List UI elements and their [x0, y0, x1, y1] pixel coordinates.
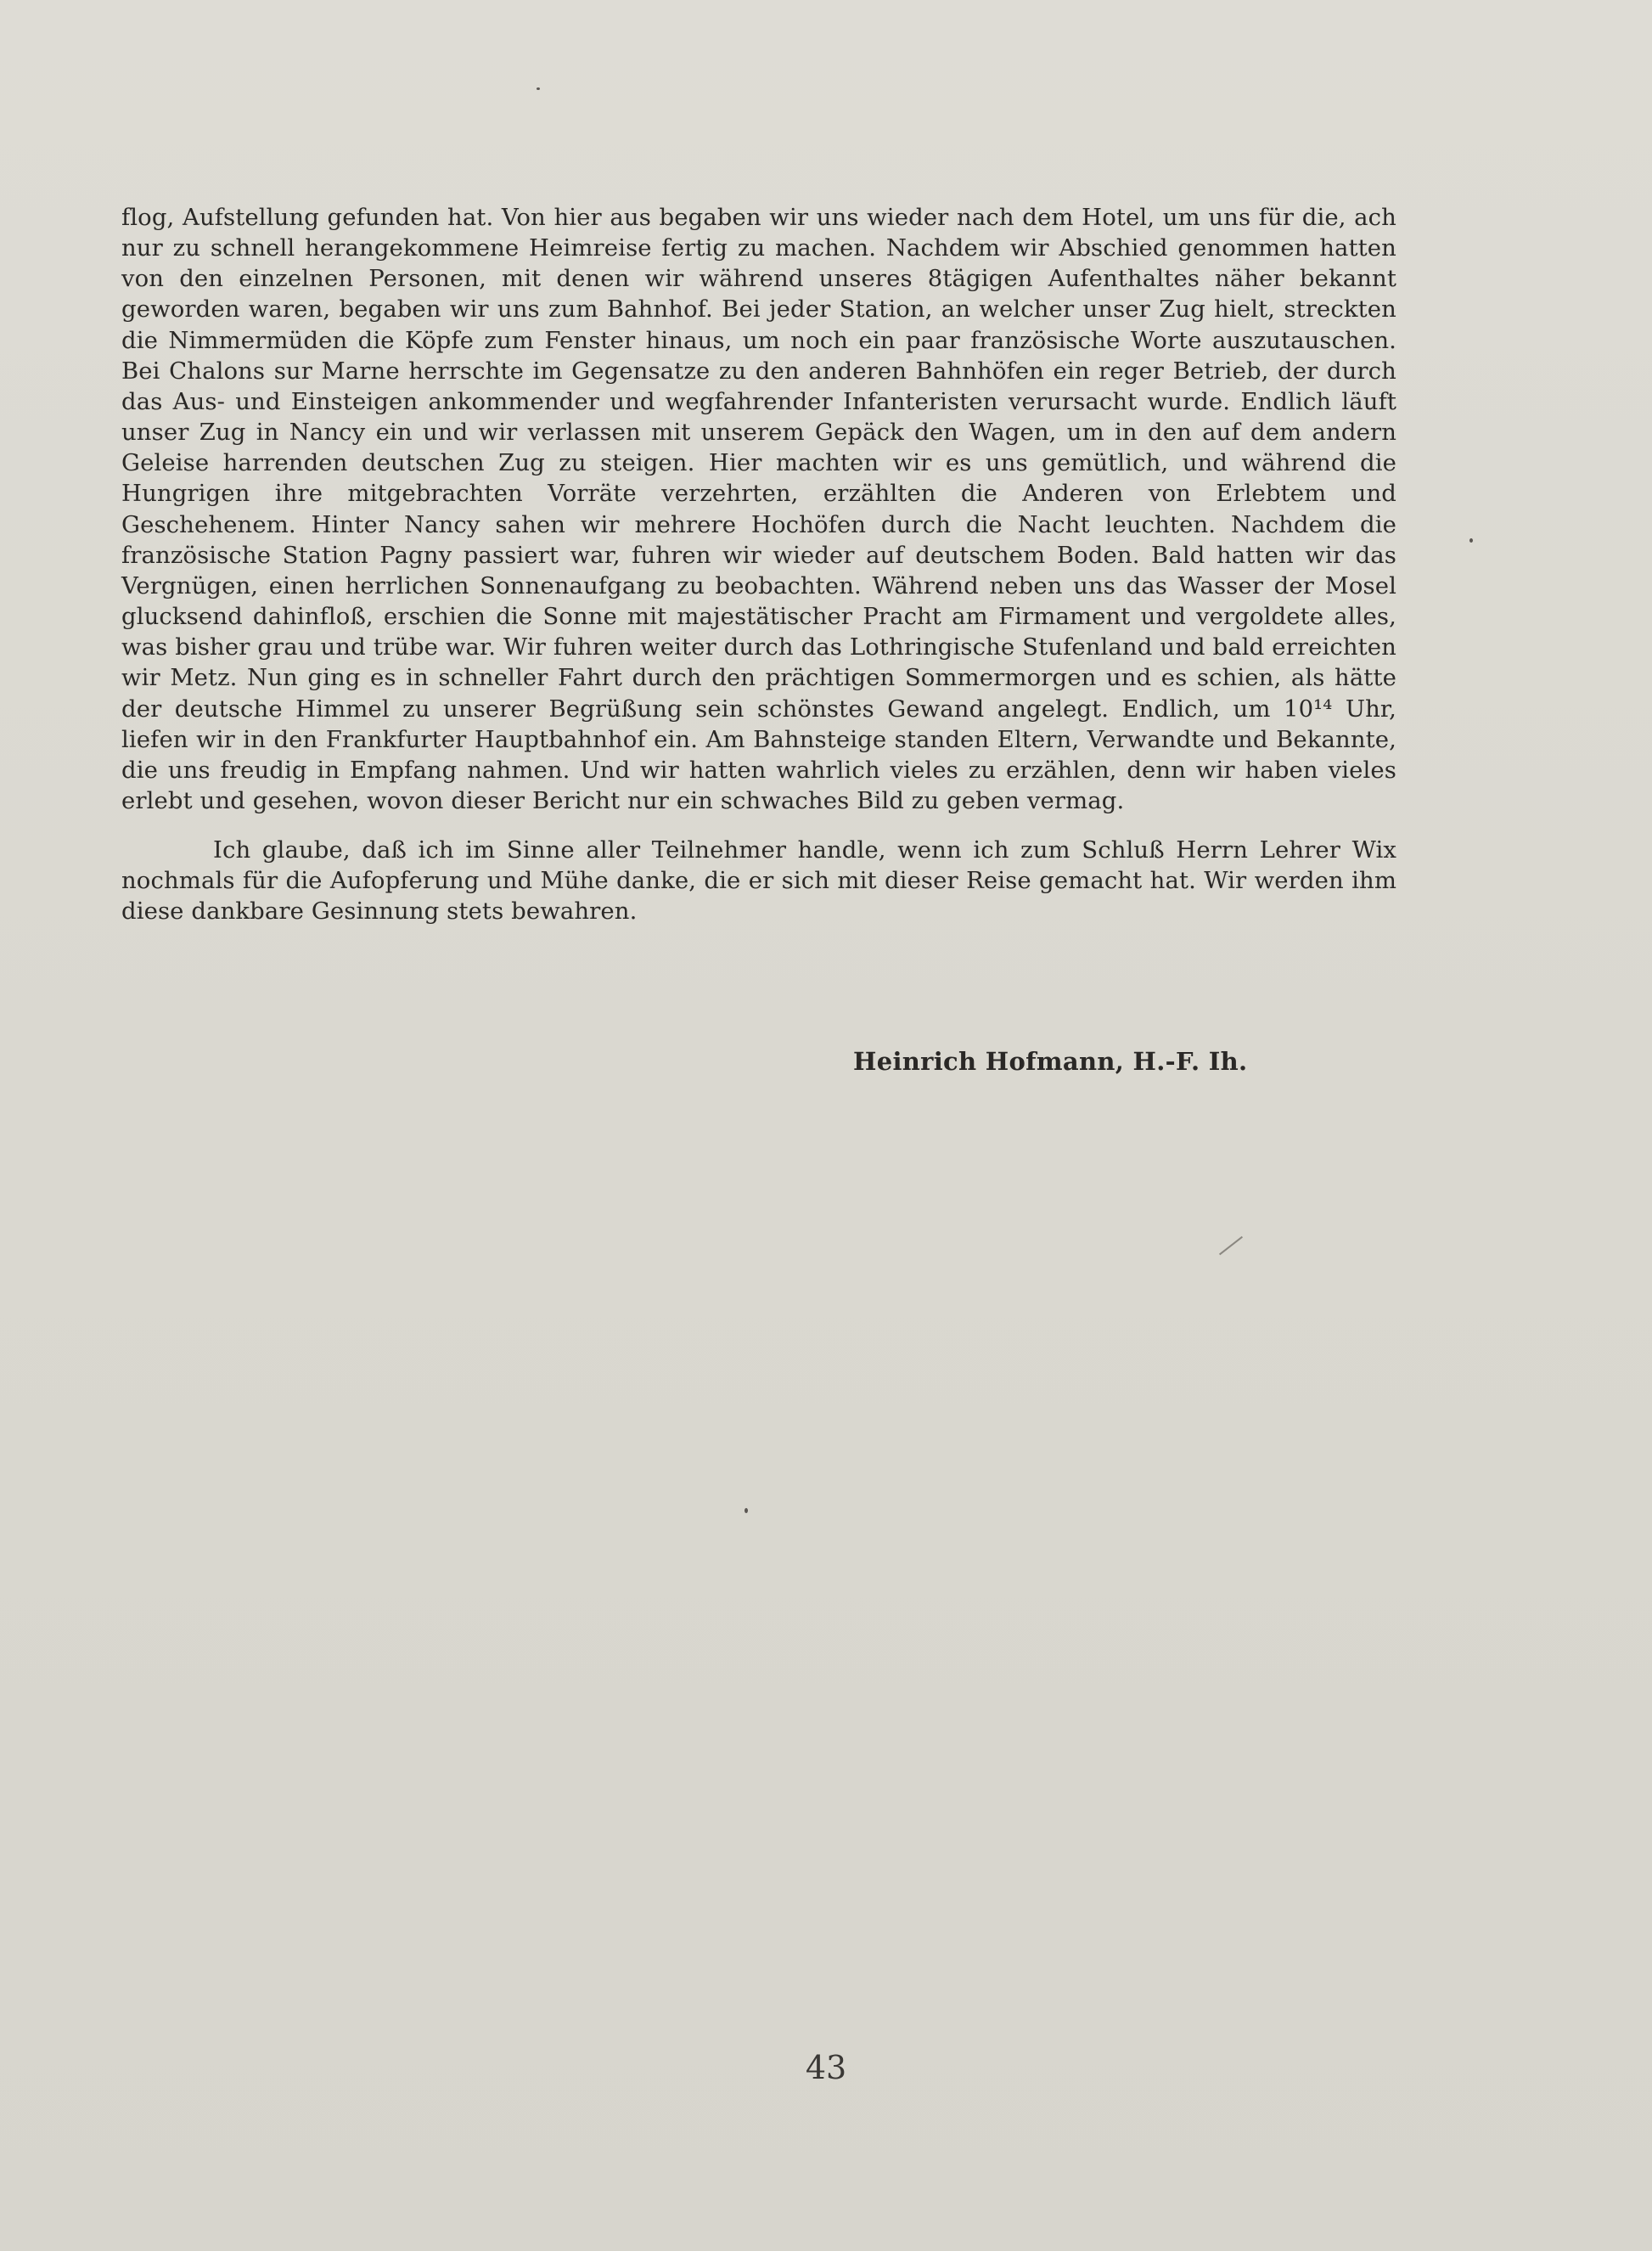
page-number: 43	[805, 2049, 847, 2086]
paragraph-closing-thanks: Ich glaube, daß ich im Sinne aller Teilnehmer handle, wenn ich zum Schluß Herrn Lehrer Wix nochmals für die Aufopferung und Mühe danke, die er sich mit dieser Reise gemacht hat. Wir werden ihm diese dankbare Gesinnung stets bewahren.	[121, 836, 1396, 926]
paper-speck	[537, 87, 540, 90]
paper-speck	[1469, 538, 1473, 543]
paper-speck	[745, 1508, 748, 1513]
author-signature: Heinrich Hofmann, H.-F. Ih.	[853, 1047, 1248, 1076]
paragraph-travel-report: flog, Aufstellung gefunden hat. Von hier aus begaben wir uns wieder nach dem Hotel, um uns für die, ach nur zu schnell herangekommene Heimreise fertig zu machen. Nachdem wir Abschied genommen hatten von den einzelnen Personen, mit denen wir während unseres 8tägigen Aufenthaltes näher bekannt geworden waren, begaben wir uns zum Bahnhof. Bei jeder Station, an welcher unser Zug hielt, streckten die Nimmermüden die Köpfe zum Fenster hinaus, um noch ein paar französische Worte auszutauschen. Bei Chalons sur Marne herrschte im Gegensatze zu den anderen Bahnhöfen ein reger Betrieb, der durch das Aus- und Einsteigen ankommender und wegfahrender Infanteristen verursacht wurde. Endlich läuft unser Zug in Nancy ein und wir verlassen mit unserem Gepäck den Wagen, um in den auf dem andern Geleise harrenden deutschen Zug zu steigen. Hier machten wir es uns gemütlich, und während die Hungrigen ihre mitgebrachten Vorräte verzehrten, erzählten die Anderen von Erlebtem und Geschehenem. Hinter Nancy sahen wir mehrere Hochöfen durch die Nacht leuchten. Nachdem die französische Station Pagny passiert war, fuhren wir wieder auf deutschem Boden. Bald hatten wir das Vergnügen, einen herrlichen Sonnenaufgang zu beobachten. Während neben uns das Wasser der Mosel glucksend dahinfloß, erschien die Sonne mit majestätischer Pracht am Firmament und vergoldete alles, was bisher grau und trübe war. Wir fuhren weiter durch das Lothringische Stufenland und bald erreichten wir Metz. Nun ging es in schneller Fahrt durch den prächtigen Sommermorgen und es schien, als hätte der deutsche Himmel zu unserer Begrüßung sein schönstes Gewand angelegt. Endlich, um 10¹⁴ Uhr, liefen wir in den Frankfurter Hauptbahnhof ein. Am Bahnsteige standen Eltern, Verwandte und Bekannte, die uns freudig in Empfang nahmen. Und wir hatten wahrlich vieles zu erzählen, denn wir haben vieles erlebt und gesehen, wovon dieser Bericht nur ein schwaches Bild zu geben vermag.	[121, 204, 1396, 814]
paper-scratch	[1219, 1236, 1243, 1256]
body-text	[121, 202, 1396, 927]
